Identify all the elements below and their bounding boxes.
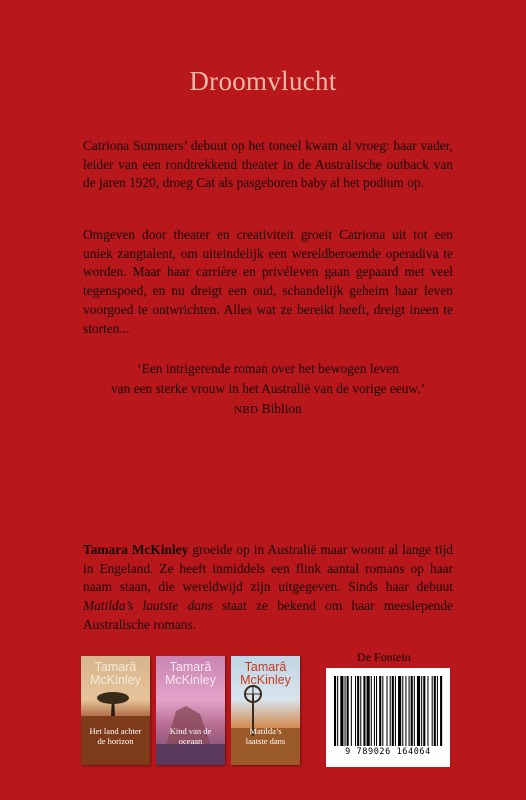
barcode-bar [392, 676, 394, 746]
quote-source-prefix: NBD [234, 404, 259, 416]
barcode-bar [382, 676, 383, 746]
bio-book-title: Matilda’s laatste dans [83, 598, 213, 614]
quote-line-1: ‘Een intrigerende roman over het bewogen leven [137, 361, 399, 376]
title-line-1: Het land achter [89, 726, 142, 736]
quote-source [83, 399, 453, 420]
barcode-bar [334, 676, 336, 746]
book-title-text [231, 727, 300, 746]
title-line-2: oceaan [178, 735, 203, 746]
book-title-text [156, 727, 225, 746]
book-author [81, 661, 150, 687]
barcode-bar [402, 676, 403, 746]
author-bio [83, 541, 453, 635]
barcode-bar [367, 676, 370, 746]
author-first: Tamarâ [244, 660, 287, 674]
barcode-bar [440, 676, 442, 746]
barcode-bar [340, 676, 343, 746]
book-cover-het-land-achter-de-horizon [81, 656, 150, 765]
book-title: Droomvlucht [189, 66, 337, 96]
title-line-2: laatste dans [245, 735, 286, 746]
barcode-bar [379, 676, 381, 746]
barcode-bar [355, 676, 356, 746]
barcode-bar [357, 676, 359, 746]
barcode-bar [423, 676, 425, 746]
author-last: McKinley [90, 673, 141, 687]
book-author [156, 661, 225, 687]
barcode-bar [390, 676, 391, 746]
barcode-bar [345, 676, 346, 746]
barcode-bar [376, 676, 377, 746]
barcode [326, 668, 450, 767]
isbn-number: 9 789026 164064 [345, 747, 431, 757]
review-quote [83, 359, 453, 420]
barcode-bar [432, 676, 433, 746]
barcode-bar [405, 676, 406, 746]
barcode-bar [337, 676, 338, 746]
barcode-bar [398, 676, 401, 746]
bio-text-1: groeide op in Australië maar woont al lange tijd in Engeland. Ze heeft inmiddels een flink aantal romans op haar naam staan, die wereldwijd zijn uitgegeven. Sinds haar debuut [83, 542, 453, 595]
book-cover-matildas-laatste-dans [231, 656, 300, 765]
synopsis-paragraph-2: Omgeven door theater en creativiteit groeit Catriona uit tot een uniek zangtalent, om uiteindelijk een wereldberoemde operadiva te worden. Maar haar carrière en privéleven gaan gepaard met veel tegenspoed, en nu dreigt een oud, schandelijk geheim haar leven voorgoed te ontwrichten. Alles wat ze bereikt heeft, dreigt ineen te storten... [83, 227, 453, 336]
synopsis-paragraph-1: Catriona Summers’ debuut op het toneel kwam al vroeg: haar vader, leider van een rondtrekkend theater in de Australische outback van de jaren 1920, droeg Cat als pasgeboren baby al het podium op. [83, 138, 453, 191]
barcode-bar [434, 676, 436, 746]
barcode-bar [351, 676, 352, 746]
book-title-text [81, 727, 150, 746]
barcode-bars [332, 676, 444, 746]
author-last: McKinley [240, 673, 291, 687]
barcode-bar [395, 676, 396, 746]
barcode-bar [417, 676, 420, 746]
quote-line-2: van een sterke vrouw in het Australië van de vorige eeuw.’ [110, 381, 426, 396]
book-author [231, 661, 300, 687]
barcode-bar [360, 676, 361, 746]
barcode-bar [427, 676, 428, 746]
quote-source-name: Biblion [261, 401, 302, 416]
barcode-bar [414, 676, 415, 746]
bio-text-2: staat ze bekend om haar meeslepende Australische romans. [83, 598, 454, 632]
title-line-1: Kind van de [169, 726, 212, 736]
barcode-bar [347, 676, 349, 746]
barcode-bar [437, 676, 438, 746]
title-line-1: Matilda’s [249, 726, 282, 736]
author-last: McKinley [165, 673, 216, 687]
author-first: Tamarâ [94, 660, 137, 674]
author-first: Tamarâ [169, 660, 212, 674]
author-name: Tamara McKinley [83, 542, 189, 557]
barcode-bar [421, 676, 422, 746]
barcode-bar [409, 676, 410, 746]
title-line-2: de horizon [97, 735, 134, 746]
barcode-bar [371, 676, 372, 746]
barcode-bar [363, 676, 365, 746]
barcode-bar [387, 676, 388, 746]
publisher-name: De Fontein [357, 650, 411, 664]
barcode-bar [411, 676, 413, 746]
book-cover-kind-van-de-oceaan [156, 656, 225, 765]
barcode-bar [374, 676, 375, 746]
